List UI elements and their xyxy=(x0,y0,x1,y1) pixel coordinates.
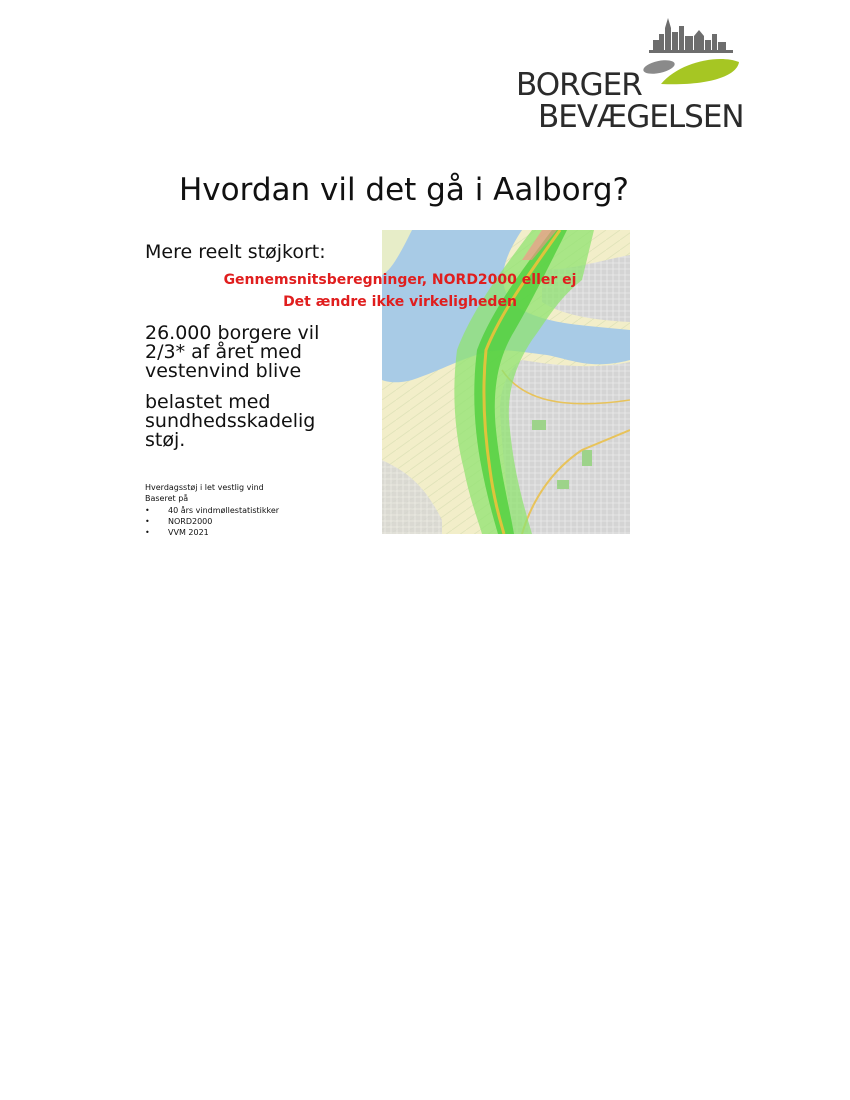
basis-bullet-list xyxy=(145,505,279,538)
borgerbevaegelsen-logo xyxy=(514,14,744,134)
basis-intro xyxy=(145,482,264,504)
logo-text-borger: BORGER xyxy=(516,67,642,103)
city-skyline-icon xyxy=(639,14,739,86)
claim-line: belastet med xyxy=(145,391,271,413)
basis-line: Hverdagsstøj i let vestlig vind xyxy=(145,483,264,492)
red-note-reality: Det ændre ikke virkeligheden xyxy=(283,294,517,310)
red-note-calculation: Gennemsnitsberegninger, NORD2000 eller ej xyxy=(223,272,577,288)
claim-line: støj. xyxy=(145,429,186,451)
basis-bullet: • NORD2000 xyxy=(145,516,279,527)
claim-line: vestenvind blive xyxy=(145,360,302,382)
claim-line: 2/3* af året med xyxy=(145,341,302,363)
claim-line: 26.000 borgere vil xyxy=(145,322,320,344)
claim-text-part1 xyxy=(145,324,319,381)
claim-line: sundhedsskadelig xyxy=(145,410,316,432)
logo-text-bevaegelsen: BEVÆGELSEN xyxy=(538,99,744,135)
basis-line: Baseret på xyxy=(145,494,189,503)
section-subtitle: Mere reelt støjkort: xyxy=(145,241,326,263)
claim-text-part2 xyxy=(145,393,315,450)
basis-bullet: • 40 års vindmøllestatistikker xyxy=(145,505,279,516)
basis-bullet: • VVM 2021 xyxy=(145,527,279,538)
page-title: Hvordan vil det gå i Aalborg? xyxy=(179,172,629,208)
